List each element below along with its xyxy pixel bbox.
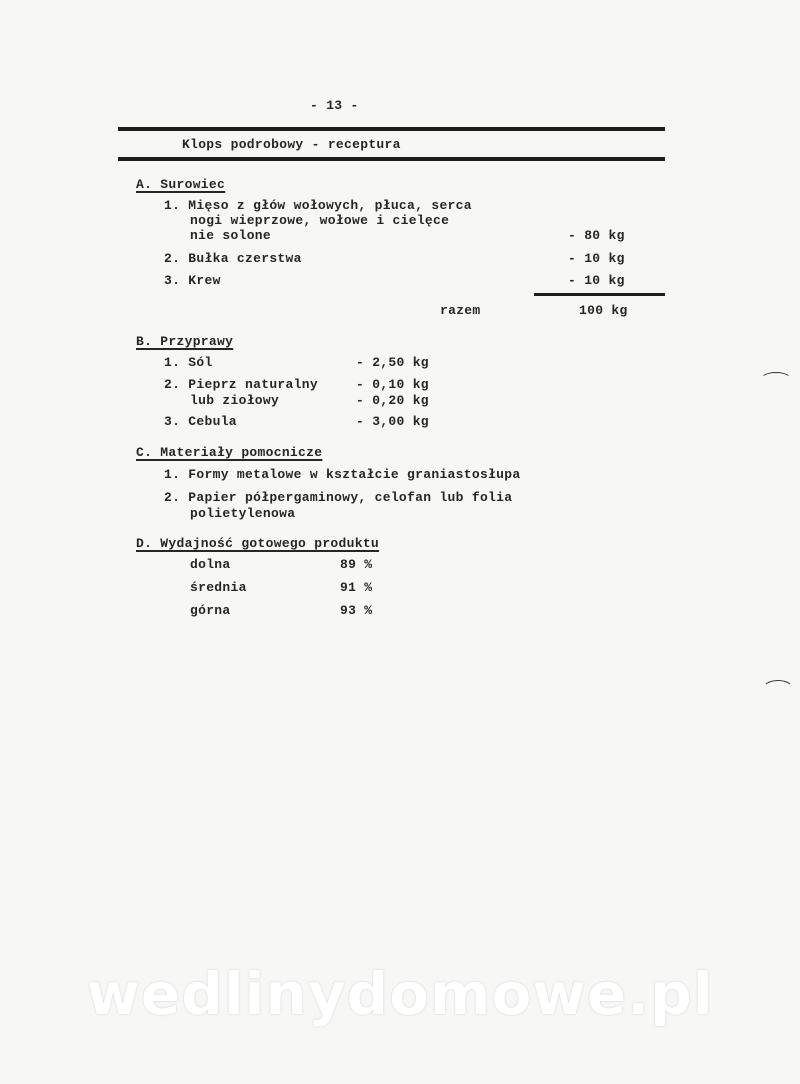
section-c-item-2: 2. Papier półpergaminowy, celofan lub folia	[164, 490, 513, 505]
section-b-item-2-amount-2: - 0,20 kg	[356, 393, 429, 408]
section-a-item-3: 3. Krew	[164, 273, 221, 288]
yield-label-srednia: średnia	[190, 580, 247, 595]
document-title: Klops podrobowy - receptura	[182, 137, 401, 152]
section-c-item-1: 1. Formy metalowe w kształcie graniastosłupa	[164, 467, 521, 482]
scan-mark	[762, 680, 794, 700]
section-d-heading: D. Wydajność gotowego produktu	[136, 536, 380, 551]
section-b-item-2: 2. Pieprz naturalny	[164, 377, 318, 392]
yield-label-gorna: górna	[190, 603, 231, 618]
page-number: - 13 -	[310, 98, 359, 113]
yield-value-dolna: 89 %	[340, 557, 373, 572]
section-a-item-3-amount: - 10 kg	[568, 273, 625, 288]
title-top-rule	[118, 127, 665, 131]
yield-value-gorna: 93 %	[340, 603, 373, 618]
yield-label-dolna: dolna	[190, 557, 231, 572]
section-a-item-1-line-3: nie solone	[190, 228, 272, 243]
yield-value-srednia: 91 %	[340, 580, 373, 595]
section-b-item-2-amount: - 0,10 kg	[356, 377, 429, 392]
scan-mark	[760, 372, 792, 388]
section-b-item-1-amount: - 2,50 kg	[356, 355, 429, 370]
section-a-heading: A. Surowiec	[136, 177, 226, 192]
total-rule	[534, 293, 665, 296]
section-a-item-1-line-2: nogi wieprzowe, wołowe i cielęce	[190, 213, 450, 228]
section-a-item-1-amount: - 80 kg	[568, 228, 625, 243]
section-b-item-2-line-2: lub ziołowy	[190, 393, 280, 408]
section-c-item-2-line-2: polietylenowa	[190, 506, 296, 521]
section-b-item-1: 1. Sól	[164, 355, 213, 370]
section-a-item-1-line-1: 1. Mięso z głów wołowych, płuca, serca	[164, 198, 472, 213]
total-label: razem	[440, 303, 481, 318]
total-amount: 100 kg	[579, 303, 628, 318]
section-b-item-3-amount: - 3,00 kg	[356, 414, 429, 429]
watermark: wedlinydomowe.pl	[86, 960, 714, 1028]
section-c-heading: C. Materiały pomocnicze	[136, 445, 323, 460]
section-b-item-3: 3. Cebula	[164, 414, 237, 429]
section-a-item-2: 2. Bułka czerstwa	[164, 251, 302, 266]
section-a-item-2-amount: - 10 kg	[568, 251, 625, 266]
title-bottom-rule	[118, 157, 665, 161]
section-b-heading: B. Przyprawy	[136, 334, 234, 349]
